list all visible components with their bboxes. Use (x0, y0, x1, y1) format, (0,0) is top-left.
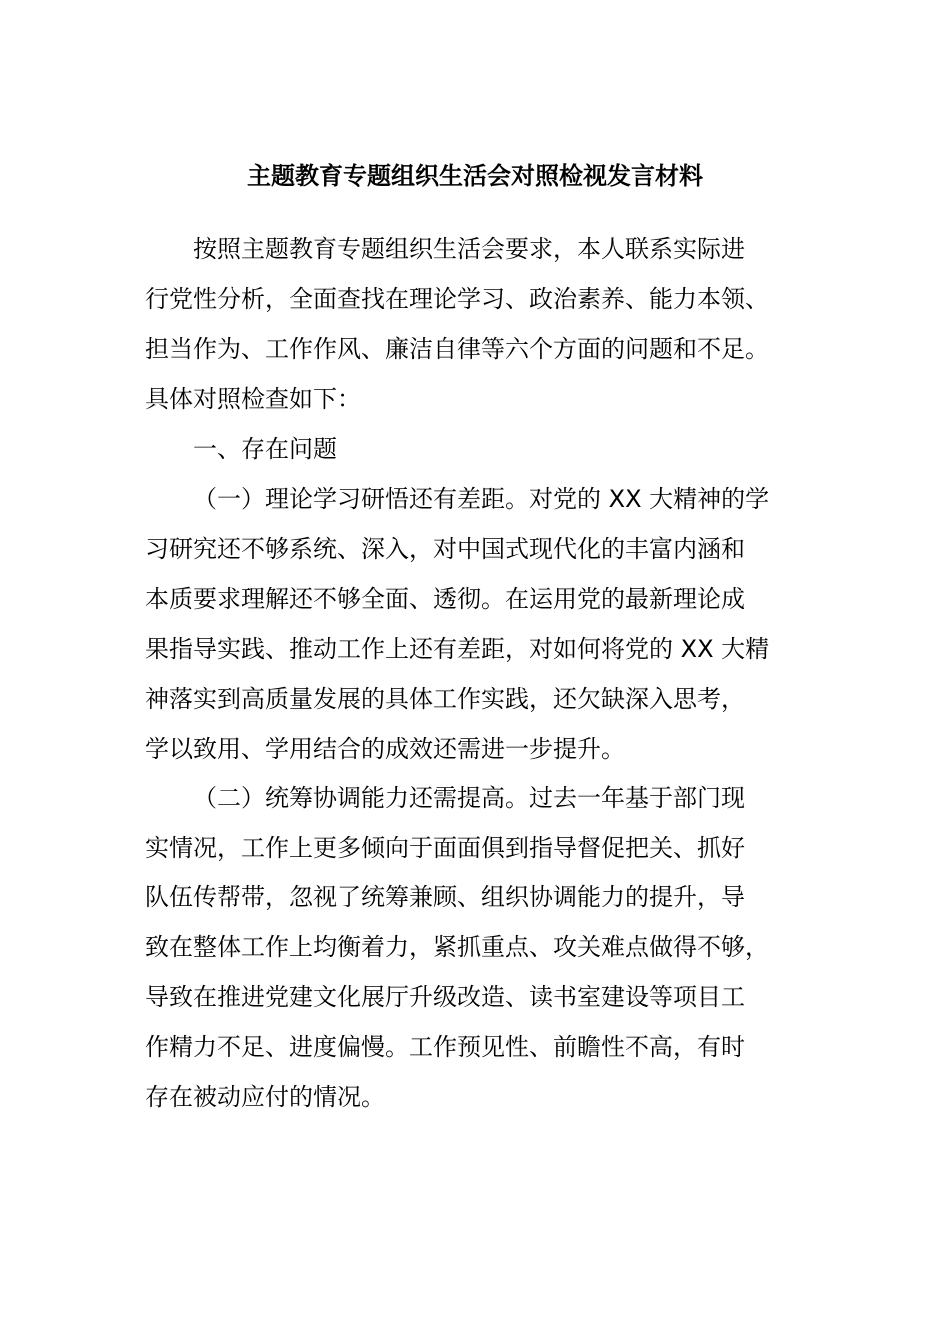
document-title: 主题教育专题组织生活会对照检视发言材料 (247, 162, 703, 190)
item2-line-3: 队伍传帮带，忽视了统筹兼顾、组织协调能力的提升，导 (145, 883, 745, 911)
item1-line-2: 习研究还不够系统、深入，对中国式现代化的丰富内涵和 (145, 535, 745, 563)
section-heading-problems: 一、存在问题 (193, 435, 337, 463)
intro-line-3: 担当作为、工作作风、廉洁自律等六个方面的问题和不足。 (145, 335, 769, 363)
item2-line-7: 存在被动应付的情况。 (145, 1083, 385, 1111)
intro-line-2: 行党性分析，全面查找在理论学习、政治素养、能力本领、 (145, 285, 769, 313)
intro-line-1: 按照主题教育专题组织生活会要求，本人联系实际进 (193, 235, 745, 263)
item2-line-4: 致在整体工作上均衡着力，紧抓重点、攻关难点做得不够， (145, 933, 769, 961)
item1-line-5: 神落实到高质量发展的具体工作实践，还欠缺深入思考， (145, 685, 745, 713)
item2-line-1: （二）统筹协调能力还需提高。过去一年基于部门现 (193, 784, 745, 812)
item2-line-2: 实情况，工作上更多倾向于面面俱到指导督促把关、抓好 (145, 834, 745, 862)
item2-line-5: 导致在推进党建文化展厅升级改造、读书室建设等项目工 (145, 983, 745, 1011)
item1-line-6: 学以致用、学用结合的成效还需进一步提升。 (145, 735, 625, 763)
intro-line-4: 具体对照检查如下： (145, 385, 361, 413)
item1-line-1: （一）理论学习研悟还有差距。对党的 XX 大精神的学 (193, 485, 770, 513)
item2-line-6: 作精力不足、进度偏慢。工作预见性、前瞻性不高，有时 (145, 1033, 745, 1061)
item1-line-3: 本质要求理解还不够全面、透彻。在运用党的最新理论成 (145, 585, 745, 613)
item1-line-4: 果指导实践、推动工作上还有差距，对如何将党的 XX 大精 (145, 635, 770, 663)
